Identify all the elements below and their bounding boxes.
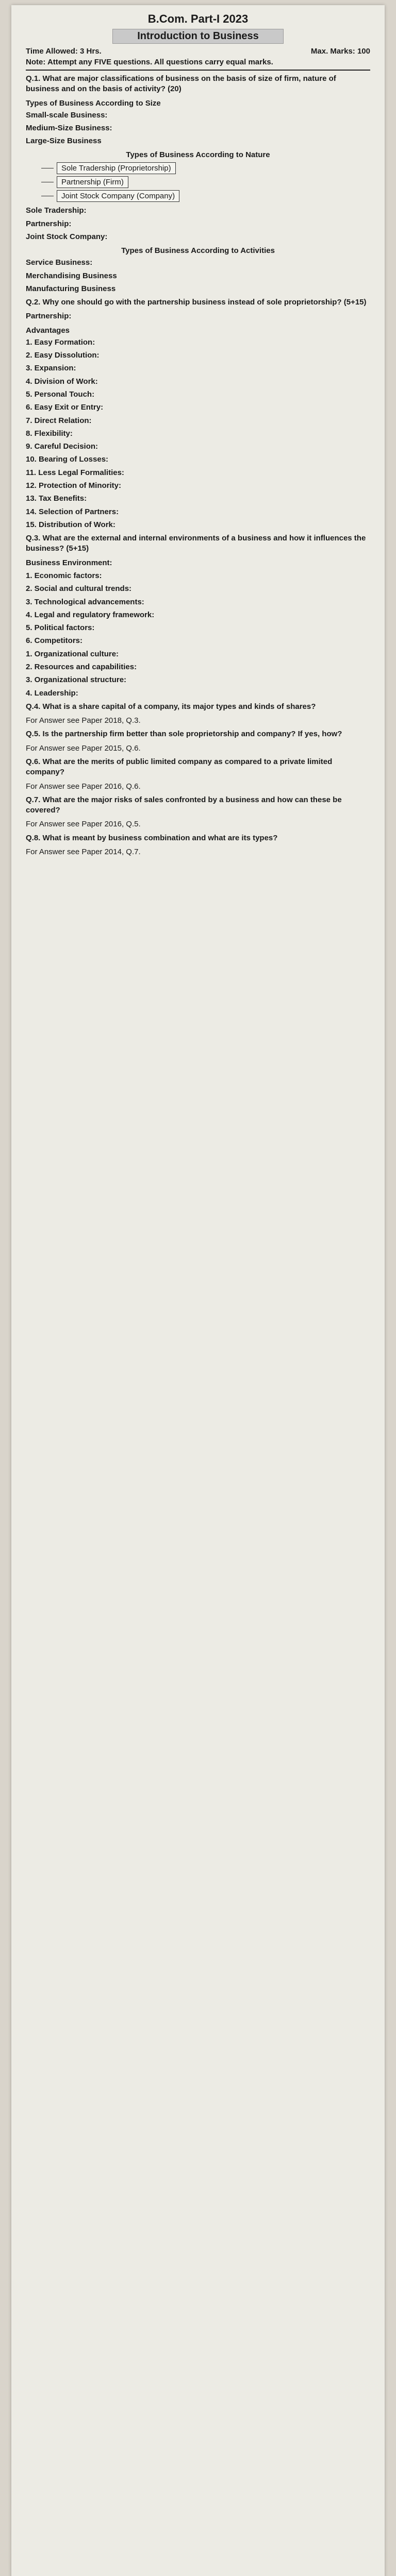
list-item: 9. Careful Decision: (26, 442, 98, 451)
list-item: 14. Selection of Partners: (26, 507, 119, 516)
sole-tradership-heading: Sole Tradership: (26, 206, 87, 215)
large-size-heading: Large-Size Business (26, 137, 102, 146)
question-7: Q.7. What are the major risks of sales confronted by a business and how can these be covered? (26, 795, 342, 815)
internal-factors (26, 649, 370, 699)
diagram-jsc: Joint Stock Company (Company) (57, 190, 179, 202)
list-item: 7. Direct Relation: (26, 416, 92, 425)
list-item: 4. Division of Work: (26, 377, 98, 386)
small-scale-heading: Small-scale Business: (26, 110, 108, 120)
list-item: 13. Tax Benefits: (26, 494, 87, 503)
question-4: Q.4. What is a share capital of a company, its major types and kinds of shares? (26, 702, 316, 711)
mfg-heading: Manufacturing Business (26, 284, 116, 293)
list-item: 1. Organizational culture: (26, 649, 119, 658)
nature-diagram (41, 162, 370, 202)
list-item: 4. Legal and regulatory framework: (26, 610, 155, 619)
partnership-heading: Partnership: (26, 219, 72, 228)
meta-row (26, 47, 370, 56)
list-item: 5. Personal Touch: (26, 389, 95, 399)
diagram-partnership: Partnership (Firm) (57, 176, 128, 188)
env-heading: Business Environment: (26, 558, 112, 567)
answer-ref: For Answer see Paper 2015, Q.6. (26, 743, 141, 753)
answer-ref: For Answer see Paper 2016, Q.6. (26, 782, 141, 791)
nature-types-title: Types of Business According to Nature (126, 150, 270, 160)
question-5: Q.5. Is the partnership firm better than sole proprietorship and company? If yes, how? (26, 730, 342, 739)
list-item: 3. Technological advancements: (26, 597, 144, 606)
merch-heading: Merchandising Business (26, 271, 117, 280)
exam-paper (11, 5, 385, 2576)
question-2: Q.2. Why one should go with the partnership business instead of sole proprietorship? (5+15) (26, 298, 367, 307)
list-item: 1. Easy Formation: (26, 337, 95, 347)
types-size-heading: Types of Business According to Size (26, 98, 161, 108)
list-item: 5. Political factors: (26, 623, 95, 633)
list-item: 10. Bearing of Losses: (26, 455, 109, 464)
list-item: 8. Flexibility: (26, 429, 73, 438)
list-item: 3. Organizational structure: (26, 675, 127, 685)
medium-size-heading: Medium-Size Business: (26, 123, 112, 132)
list-item: 6. Competitors: (26, 636, 83, 646)
list-item: 15. Distribution of Work: (26, 520, 116, 529)
partnership-answer-heading: Partnership: (26, 312, 72, 321)
list-item: 11. Less Legal Formalities: (26, 468, 124, 477)
question-1: Q.1. What are major classifications of business on the basis of size of firm, nature of business and on the basis of activity? (20) (26, 74, 336, 94)
advantages-list (26, 337, 370, 530)
question-3: Q.3. What are the external and internal environments of a business and how it influences the business? (5+15) (26, 534, 366, 553)
max-marks: Max. Marks: 100 (310, 47, 370, 56)
question-8: Q.8. What is meant by business combination and what are its types? (26, 833, 278, 842)
answer-ref: For Answer see Paper 2018, Q.3. (26, 716, 141, 725)
page-subtitle: Introduction to Business (112, 29, 284, 44)
question-6: Q.6. What are the merits of public limited company as compared to a private limited company? (26, 757, 333, 777)
time-allowed: Time Allowed: 3 Hrs. (26, 47, 102, 56)
answer-ref: For Answer see Paper 2016, Q.5. (26, 820, 141, 829)
external-factors (26, 570, 370, 647)
instructions-note: Note: Attempt any FIVE questions. All questions carry equal marks. (26, 58, 273, 66)
list-item: 2. Resources and capabilities: (26, 663, 137, 672)
divider (26, 70, 370, 71)
list-item: 2. Easy Dissolution: (26, 351, 100, 360)
list-item: 3. Expansion: (26, 364, 76, 373)
service-heading: Service Business: (26, 258, 93, 267)
advantages-heading: Advantages (26, 326, 70, 335)
list-item: 1. Economic factors: (26, 571, 102, 580)
list-item: 2. Social and cultural trends: (26, 584, 132, 594)
list-item: 6. Easy Exit or Entry: (26, 403, 104, 412)
answer-ref: For Answer see Paper 2014, Q.7. (26, 847, 141, 856)
list-item: 4. Leadership: (26, 688, 78, 698)
diagram-sole-trader: Sole Tradership (Proprietorship) (57, 162, 176, 174)
page-title: B.Com. Part-I 2023 (147, 12, 249, 25)
jsc-heading: Joint Stock Company: (26, 232, 108, 241)
list-item: 12. Protection of Minority: (26, 481, 122, 490)
activities-title: Types of Business According to Activities (121, 246, 275, 256)
